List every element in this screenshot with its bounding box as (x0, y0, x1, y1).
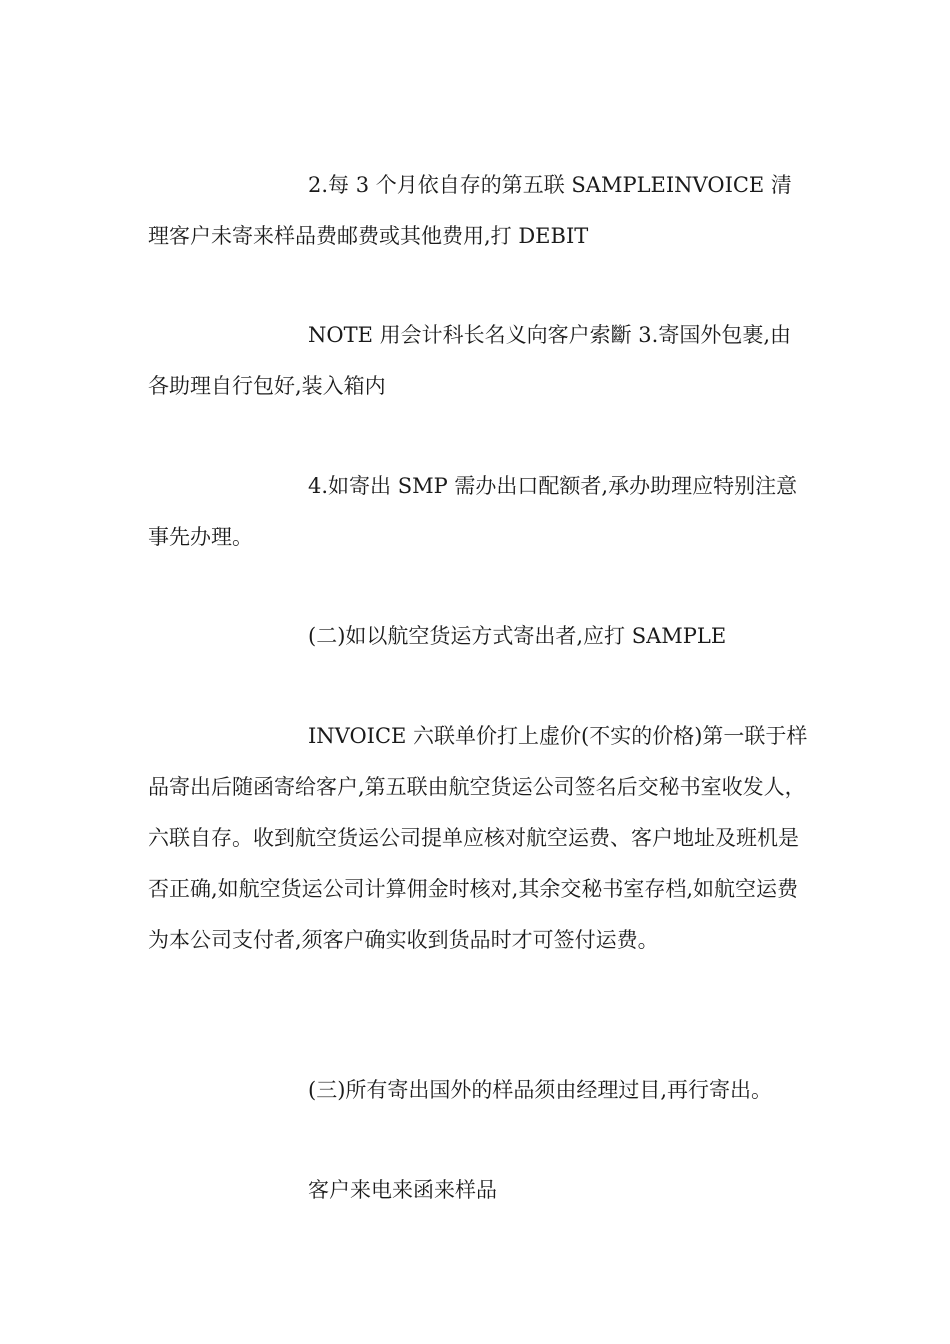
paragraph-export-quota: 4.如寄出 SMP 需办出口配额者,承办助理应特别注意事先办理。 (148, 474, 798, 549)
paragraph-overseas-parcel: NOTE 用会计科长名义向客户索斷 3.寄国外包裹,由各助理自行包好,装入箱内 (148, 323, 791, 398)
paragraph-customer-samples: 客户来电来函来样品 (308, 1178, 497, 1202)
paragraph-debit-note: 2.每 3 个月依自存的第五联 SAMPLEINVOICE 清理客户未寄来样品费邮费或其他费用,打 DEBIT (148, 173, 792, 248)
paragraph-manager-review: (三)所有寄出国外的样品须由经理过目,再行寄出。 (308, 1078, 773, 1102)
paragraph-air-freight-invoice: INVOICE 六联单价打上虚价(不实的价格)第一联于样品寄出后随函寄给客户,第五联由航空货运公司签名后交秘书室收发人，六联自存。收到航空货运公司提单应核对航空运费、客户地址及班机是否正确,如航空货运公司计算佣金时核对,其余交秘书室存档,如航空运费为本公司支付者,须客户确实收到货品时才可签付运费。 (148, 724, 808, 952)
paragraph-air-freight-heading: (二)如以航空货运方式寄出者,应打 SAMPLE (308, 624, 727, 648)
